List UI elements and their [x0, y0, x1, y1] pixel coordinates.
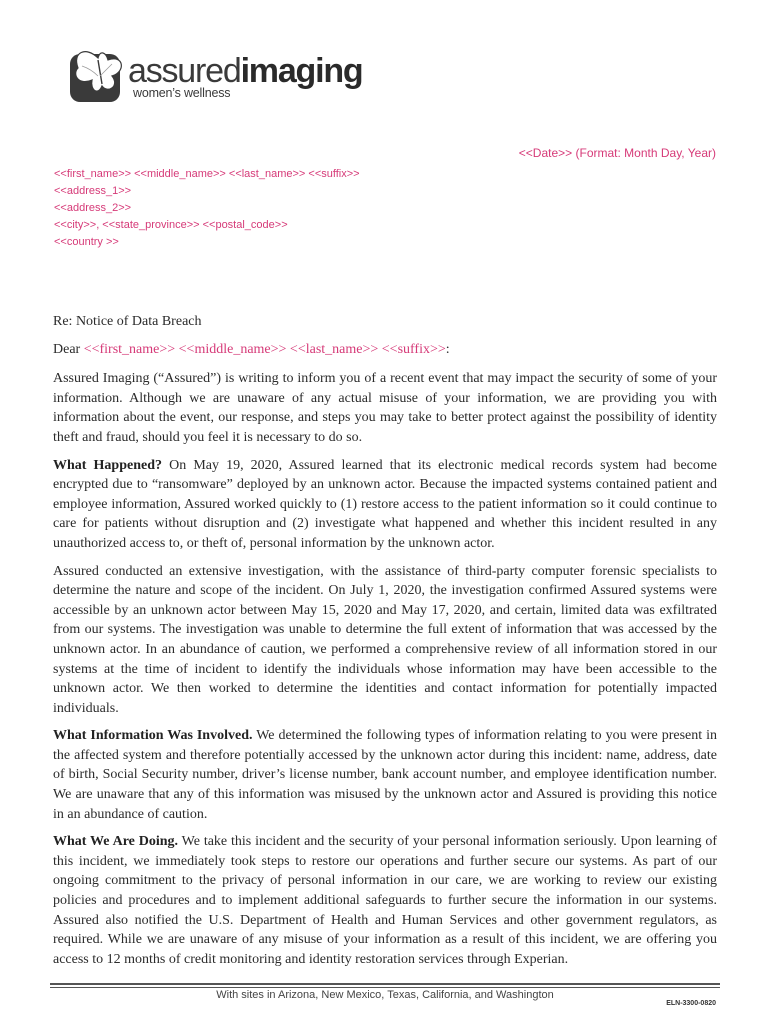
letter-body [53, 312, 717, 977]
footer-locations: With sites in Arizona, New Mexico, Texas, California, and Washington [216, 989, 554, 1001]
subject-line: Re: Notice of Data Breach [53, 314, 202, 329]
footer-divider-thin [50, 987, 720, 988]
address-line-city: <<city>>, <<state_province>> <<postal_code>> [54, 219, 288, 231]
info-involved-heading: What Information Was Involved. [53, 728, 253, 744]
address-line-country: <<country >> [54, 236, 119, 248]
footer-divider [50, 983, 720, 985]
address-line-name: <<first_name>> <<middle_name>> <<last_name>> <<suffix>> [54, 168, 360, 180]
butterfly-icon [68, 46, 128, 104]
logo-tagline: women’s wellness [133, 86, 231, 100]
date-placeholder: <<Date>> (Format: Month Day, Year) [518, 146, 716, 160]
company-logo [68, 44, 368, 106]
what-we-are-doing-heading: What We Are Doing. [53, 834, 179, 850]
intro-paragraph: Assured Imaging (“Assured”) is writing to inform you of a recent event that may impact the security of some of your information. Although we are unaware of any actual misuse of your information, we are providing you with information about the event, our response, and steps you may take to better protect against the possibility of identity theft and fraud, should you feel it is necessary to do so. [53, 371, 717, 445]
what-we-are-doing-paragraph: What We Are Doing. We take this incident and the security of your personal information seriously. Upon learning of this incident, we immediately took steps to restore our operations and further secure our systems. As part of our ongoing commitment to the privacy of personal information in our care, we are working to review our existing policies and procedures and to implement additional safeguards to further secure the information in our systems. Assured also notified the U.S. Department of Health and Human Services and other government regulators, as required. While we are unaware of any misuse of your information as a result of this incident, we are offering you access to 12 months of credit monitoring and identity restoration services through Experian. [53, 834, 718, 967]
salutation: Dear <<first_name>> <<middle_name>> <<last_name>> <<suffix>>: [53, 341, 450, 357]
investigation-paragraph: Assured conducted an extensive investigation, with the assistance of third-party computer forensic specialists to determine the nature and scope of the incident. On July 1, 2020, the investigation confirmed Assured systems were accessible by an unknown actor between May 15, 2020 and May 17, 2020, and certain, limited data was exfiltrated from our systems. The investigation was unable to determine the full extent of information that was accessed by the unknown actor. In an abundance of caution, we performed a comprehensive review of all information stored in our systems at the time of incident to identify the individuals whose information may have been accessible to the unknown actor. We then worked to determine the identities and contact information for potentially impacted individuals. [53, 563, 717, 716]
logo-brand: assuredimaging [128, 52, 363, 90]
address-line-2: <<address_2>> [54, 202, 132, 214]
recipient-address [54, 166, 360, 251]
what-happened-heading: What Happened? [53, 457, 163, 473]
document-code: ELN-3300-0820 [666, 1000, 716, 1007]
salutation-name-placeholder: <<first_name>> <<middle_name>> <<last_name>> <<suffix>> [83, 341, 446, 357]
what-happened-paragraph: What Happened? On May 19, 2020, Assured learned that its electronic medical records system had become encrypted due to “ransomware” deployed by an unknown actor. Because the impacted systems contained patient and employee information, Assured worked quickly to (1) restore access to the patient information so it could continue to care for patients without disruption and (2) investigate what happened and whether this incident resulted in any unauthorized access to, or theft of, personal information by the unknown actor. [53, 457, 717, 551]
info-involved-paragraph: What Information Was Involved. We determined the following types of information relating to you were present in the affected system and therefore potentially accessed by the unknown actor during this incident: name, address, date of birth, Social Security number, driver’s license number, bank account number, and employee identification number. We are unaware that any of this information was misused by the unknown actor and Assured is providing this notice in an abundance of caution. [53, 728, 717, 822]
address-line-1: <<address_1>> [54, 185, 132, 197]
